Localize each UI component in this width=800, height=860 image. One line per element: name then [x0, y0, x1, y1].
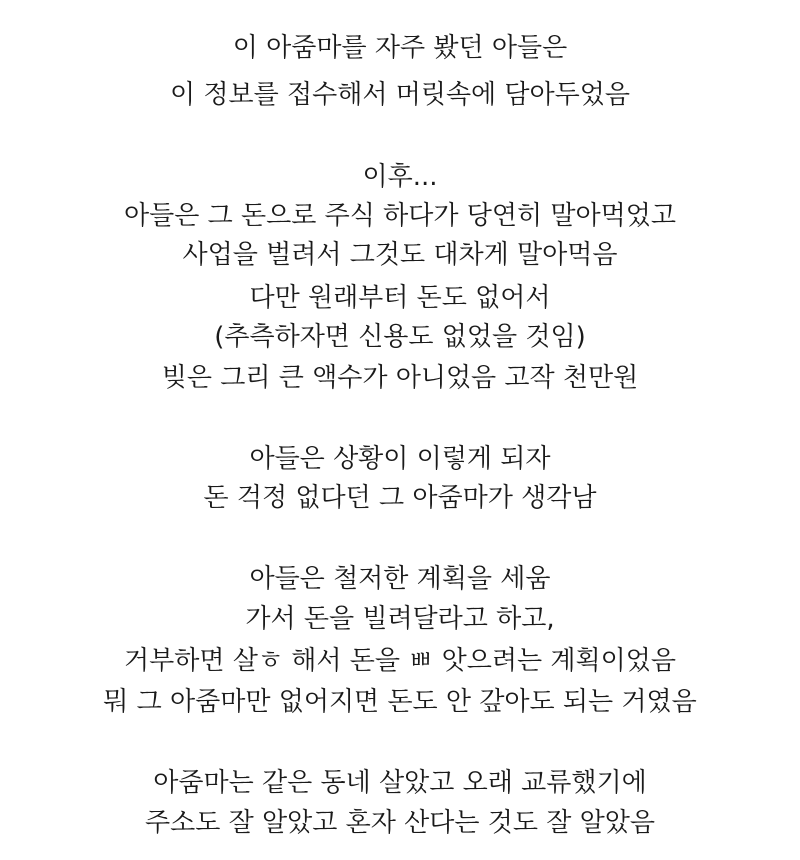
text-line: 아들은 철저한 계획을 세움 — [249, 564, 551, 594]
text-line: 주소도 잘 알았고 혼자 산다는 것도 잘 알았음 — [145, 808, 655, 838]
text-line: 아들은 그 돈으로 주식 하다가 당연히 말아먹었고 — [124, 201, 676, 231]
text-line: 빚은 그리 큰 액수가 아니었음 고작 천만원 — [161, 363, 639, 393]
text-line: 이후... — [362, 162, 438, 192]
text-line: 아줌마는 같은 동네 살았고 오래 교류했기에 — [153, 768, 647, 798]
text-line: 뭐 그 아줌마만 없어지면 돈도 안 갚아도 되는 거였음 — [103, 687, 697, 717]
text-line: 이 아줌마를 자주 봤던 아들은 — [232, 33, 568, 63]
text-line: 돈 걱정 없다던 그 아줌마가 생각남 — [203, 483, 597, 513]
text-line: 거부하면 살ㅎ 해서 돈을 ㅃ 앗으려는 계획이었음 — [124, 646, 676, 676]
text-line: 가서 돈을 빌려달라고 하고, — [245, 604, 555, 634]
text-line: (추측하자면 신용도 없었을 것임) — [214, 322, 586, 352]
text-line: 다만 원래부터 돈도 없어서 — [249, 283, 551, 313]
text-line: 아들은 상황이 이렇게 되자 — [249, 444, 551, 474]
text-line: 이 정보를 접수해서 머릿속에 담아두었음 — [169, 80, 631, 110]
text-line: 사업을 벌려서 그것도 대차게 말아먹음 — [182, 240, 618, 270]
